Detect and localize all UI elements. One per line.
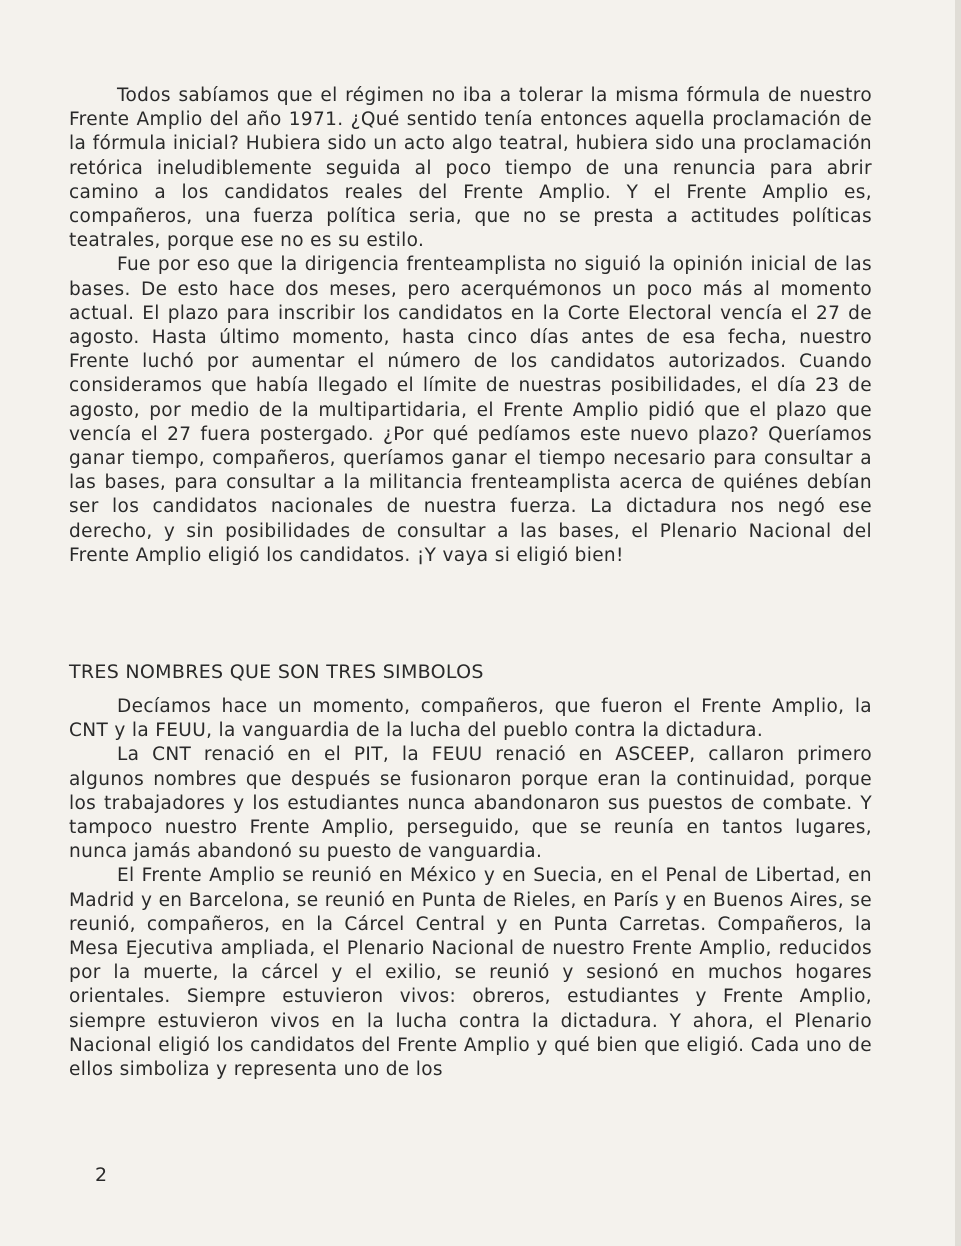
paragraph: El Frente Amplio se reunió en México y en Suecia, en el Penal de Libertad, en Madrid y en Barcelona, se reunió en Punta de Rieles, en París y en Buenos Aires, se reunió, compañeros, en la Cárcel Central y en Punta Carretas. Compañeros, la Mesa Ejecutiva ampliada, el Plenario Nacional de nuestro Frente Amplio, reducidos por la muerte, la cárcel y el exilio, se reunió y sesionó en muchos hogares orientales. Siempre estuvieron vivos: obreros, estudiantes y Frente Amplio, siempre estuvieron vivos en la lucha contra la dictadura. Y ahora, el Plenario Nacional eligió los candidatos del Frente Amplio y qué bien que eligió. Cada uno de ellos simboliza y representa uno de los xyxy=(69,865,872,1081)
paragraph: Todos sabíamos que el régimen no iba a tolerar la misma fórmula de nuestro Frente Amplio del año 1971. ¿Qué sentido tenía entonces aquella proclamación de la fórmula inicial? Hubiera sido un acto algo teatral, hubiera sido una proclamación retórica ineludiblemente seguida al poco tiempo de una renuncia para abrir camino a los candidatos reales del Frente Amplio. Y el Frente Amplio es, compañeros, una fuerza política seria, que no se presta a actitudes políticas teatrales, porque ese no es su estilo. xyxy=(69,85,872,252)
body-text-bottom xyxy=(69,695,872,1082)
body-text-top xyxy=(69,84,872,568)
paragraph: La CNT renació en el PIT, la FEUU renació en ASCEEP, callaron primero algunos nombres que después se fusionaron porque eran la continuidad, porque los trabajadores y los estudiantes nunca abandonaron sus puestos de combate. Y tampoco nuestro Frente Amplio, perseguido, que se reunía en tantos lugares, nunca jamás abandonó su puesto de vanguardia. xyxy=(69,744,872,863)
page-number: 2 xyxy=(95,1164,108,1186)
paragraph: Decíamos hace un momento, compañeros, que fueron el Frente Amplio, la CNT y la FEUU, la vanguardia de la lucha del pueblo contra la dictadura. xyxy=(69,696,872,742)
paragraph: Fue por eso que la dirigencia frenteamplista no siguió la opinión inicial de las bases. De esto hace dos meses, pero acerquémonos un poco más al momento actual. El plazo para inscribir los candidatos en la Corte Electoral vencía el 27 de agosto. Hasta último momento, hasta cinco días antes de esa fecha, nuestro Frente luchó por aumentar el número de los candidatos autorizados. Cuando consideramos que había llegado el límite de nuestras posibilidades, el día 23 de agosto, por medio de la multipartidaria, el Frente Amplio pidió que el plazo que vencía el 27 fuera postergado. ¿Por qué pedíamos este nuevo plazo? Queríamos ganar tiempo, compañeros, queríamos ganar el tiempo necesario para consultar a las bases, para consultar a la militancia frenteamplista acerca de quiénes debían ser los candidatos nacionales de nuestra fuerza. La dictadura nos negó ese derecho, y sin posibilidades de consultar a las bases, el Plenario Nacional del Frente Amplio eligió los candidatos. ¡Y vaya si eligió bien! xyxy=(69,254,872,566)
section-heading: TRES NOMBRES QUE SON TRES SIMBOLOS xyxy=(69,661,484,683)
